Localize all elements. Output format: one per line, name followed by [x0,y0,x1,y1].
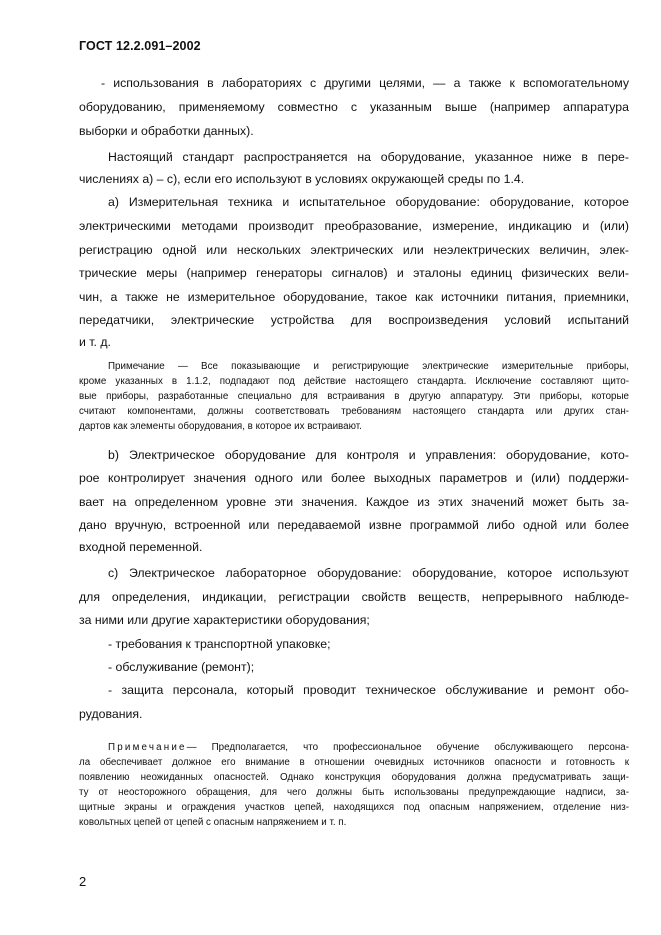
note-line: ковольтных цепей от цепей с опасным напряжением и т. п. [79,817,347,828]
list-item: - требования к транспортной упаковке; [108,637,331,651]
text-line: рудования. [79,707,143,721]
text-line: дано вручную, встроенной или передаваемой извне программой либо одной или более [79,518,629,532]
text-line: оборудованию, применяемому совместно с указанным выше (например аппаратура [79,100,629,114]
text-line: Настоящий стандарт распространяется на оборудование, указанное ниже в пере- [108,150,629,164]
text-line: b) Электрическое оборудование для контроля и управления: оборудование, кото- [108,448,629,462]
text-line: регистрацию одной или нескольких электрических или неэлектрических величин, элек- [79,243,629,257]
page-number: 2 [79,874,87,889]
list-item: - защита персонала, который проводит техническое обслуживание и ремонт обо- [108,683,629,697]
note-text: — Предполагается, что профессиональное обучение обслуживающего персона- [186,742,629,753]
text-line: электрическими методами производит преобразование, измерение, индикацию и (или) [79,219,629,233]
note-line: кроме указанных в 1.1.2, подпадают под действие настоящего стандарта. Исключение составляют щито- [79,376,629,387]
note-line: щитные экраны и ограждения участков цепей, находящихся под опасным напряжением, отделение низ- [79,802,629,813]
note-line: появлению неожиданных опасностей. Однако конструкция оборудования должна предусматривать защи- [79,772,629,783]
text-line: для определения, индикации, регистрации свойств веществ, непрерывного наблюде- [79,590,629,604]
text-line: вает на определенном уровне эти значения. Каждое из этих значений может быть за- [79,495,629,509]
text-line: выборки и обработки данных). [79,124,254,138]
text-line: входной переменной. [79,540,203,554]
note-line: дартов как элементы оборудования, в которое их встраивают. [79,421,362,432]
text-line: числениях а) – с), если его используют в условиях окружающей среды по 1.4. [79,172,525,186]
text-line: передатчики, электрические устройства для воспроизведения условий испытаний [79,313,629,327]
note-label: Примечание [108,742,187,753]
note-first-line [108,742,629,754]
note-line: Примечание — Все показывающие и регистрирующие электрические измерительные приборы, [108,361,629,372]
text-line: чин, а также не измерительное оборудование, такое как источники питания, приемники, [79,290,629,304]
text-line: за ними или другие характеристики оборудования; [79,613,370,627]
text-line: с) Электрическое лабораторное оборудование: оборудование, которое используют [108,566,629,580]
text-line: рое контролирует значения одного или более выходных параметров и (или) поддержи- [79,471,629,485]
text-line: а) Измерительная техника и испытательное оборудование: оборудование, которое [108,195,629,209]
note-line: ла обеспечивает должное его внимание в отношении очевидных источников опасности и готовность к [79,757,629,768]
text-line: трические меры (например генераторы сигналов) и эталоны единиц физических вели- [79,266,629,280]
text-line: - использования в лабораториях с другими целями, — а также к вспомогательному [101,76,629,90]
text-line: и т. д. [79,335,111,349]
list-item: - обслуживание (ремонт); [108,660,255,674]
note-line: вые приборы, разработанные специально для встраивания в другую аппаратуру. Эти приборы, которые [79,391,629,402]
note-line: считают компонентами, должны соответствовать требованиям настоящего стандарта или других стан- [79,406,629,417]
note-line: ту от неосторожного обращения, для чего должны быть использованы предупреждающие надписи, за- [79,787,629,798]
document-header: ГОСТ 12.2.091–2002 [79,39,201,53]
